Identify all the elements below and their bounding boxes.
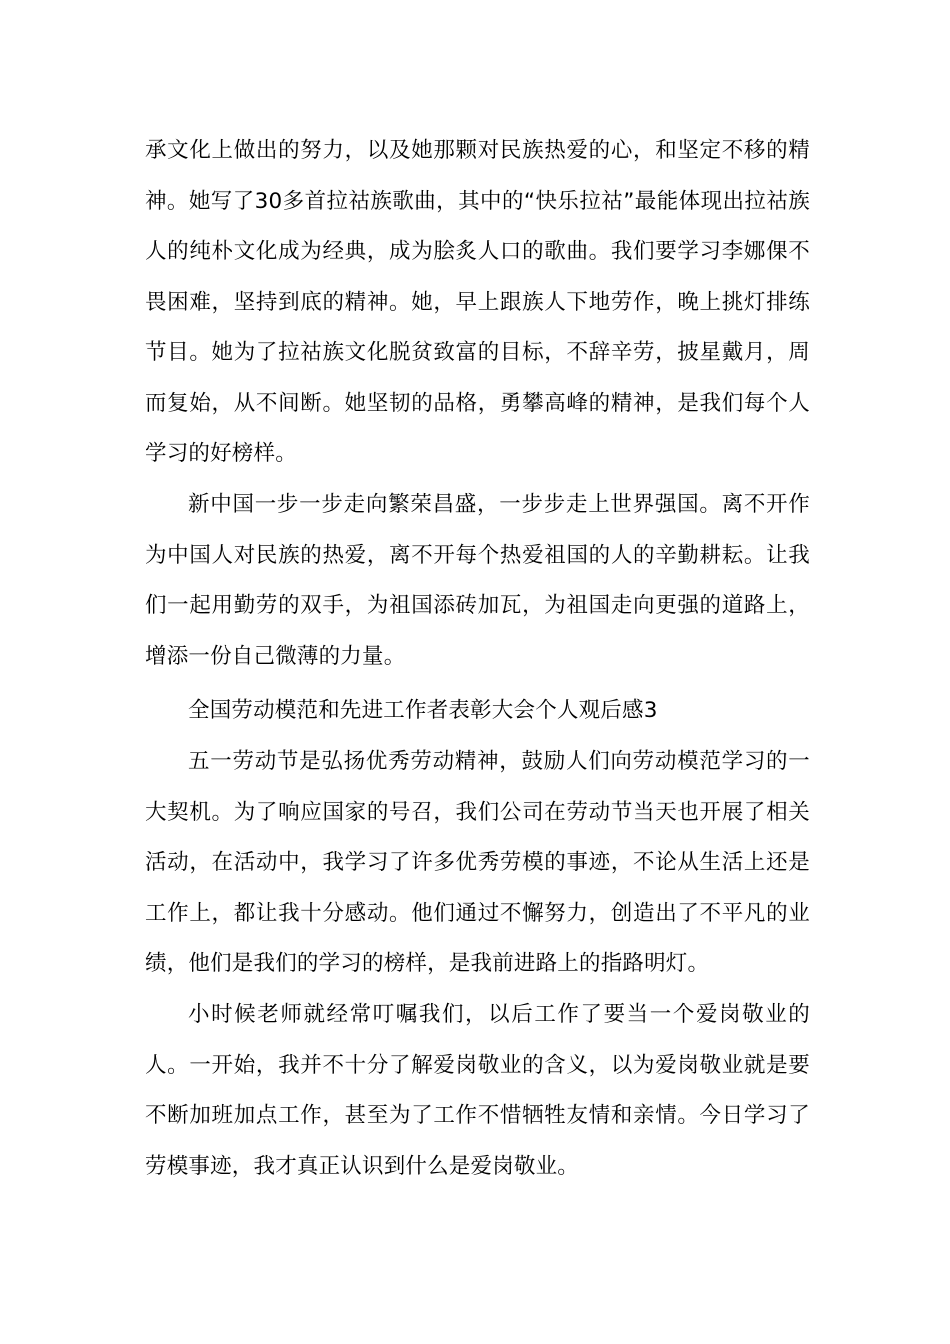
paragraph-body: 新中国一步一步走向繁荣昌盛，一步步走上世界强国。离不开作为中国人对民族的热爱，离不开每个热爱祖国的人的辛勤耕耘。让我们一起用勤劳的双手，为祖国添砖加瓦，为祖国走向更强的道路上，增添一份自己微薄的力量。 — [145, 492, 810, 669]
section-heading: 全国劳动模范和先进工作者表彰大会个人观后感3 — [188, 698, 658, 723]
paragraph-continuation: 承文化上做出的努力，以及她那颗对民族热爱的心，和坚定不移的精神。她写了30多首拉祜族歌曲，其中的“快乐拉祜”最能体现出拉祜族人的纯朴文化成为经典，成为脍炙人口的歌曲。我们要学习李娜倮不畏困难，坚持到底的精神。她，早上跟族人下地劳作，晚上挑灯排练节目。她为了拉祜族文化脱贫致富的目标，不辞辛劳，披星戴月，周而复始，从不间断。她坚韧的品格，勇攀高峰的精神，是我们每个人学习的好榜样。 — [145, 138, 810, 466]
paragraph-body: 五一劳动节是弘扬优秀劳动精神，鼓励人们向劳动模范学习的一大契机。为了响应国家的号召，我们公司在劳动节当天也开展了相关活动，在活动中，我学习了许多优秀劳模的事迹，不论从生活上还是工作上，都让我十分感动。他们通过不懈努力，创造出了不平凡的业绩，他们是我们的学习的榜样，是我前进路上的指路明灯。 — [145, 749, 810, 976]
paragraph-body: 小时候老师就经常叮嘱我们，以后工作了要当一个爱岗敬业的人。一开始，我并不十分了解爱岗敬业的含义，以为爱岗敬业就是要不断加班加点工作，甚至为了工作不惜牺牲友情和亲情。今日学习了劳模事迹，我才真正认识到什么是爱岗敬业。 — [145, 1002, 810, 1179]
document-body — [145, 126, 810, 1193]
